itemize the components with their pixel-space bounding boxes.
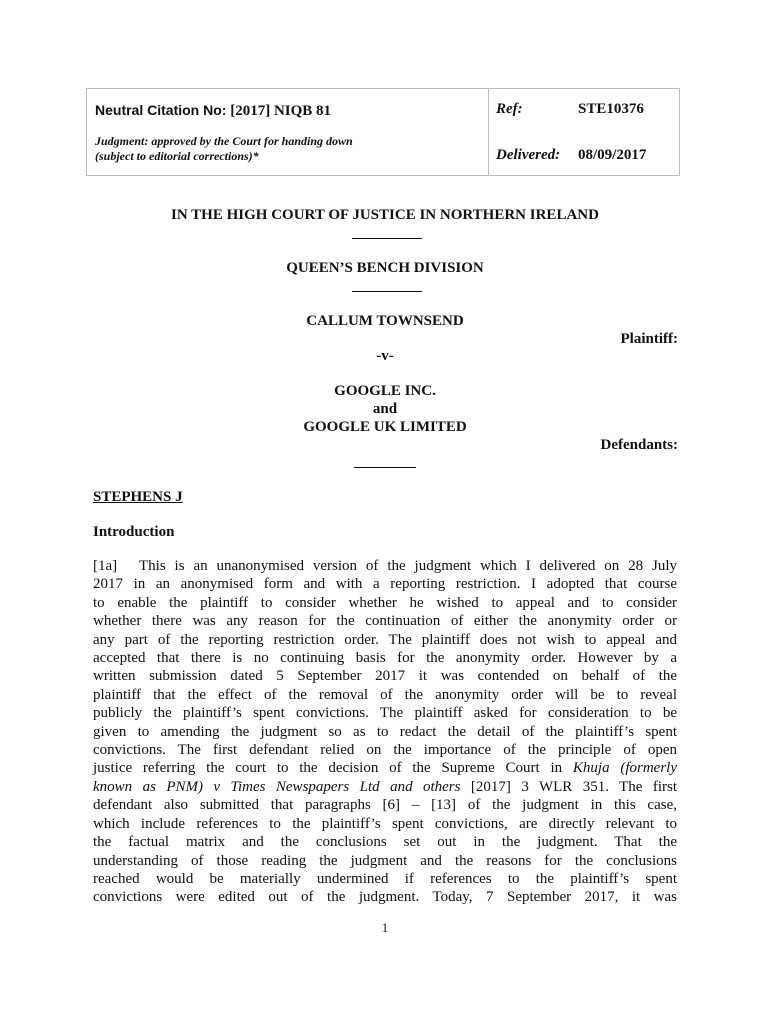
neutral-citation-value: [2017] NIQB 81 (230, 103, 332, 119)
division-title: QUEEN’S BENCH DIVISION (286, 260, 484, 276)
case-name: known as PNM) v Times Newspapers Ltd and others (93, 778, 461, 795)
delivered-value: 08/09/2017 (578, 147, 647, 163)
paragraph-line: accepted that there is no continuing basis for the anonymity order. However by a (93, 650, 677, 667)
paragraph-line: reached would be materially undermined if references to the plaintiff’s spent (93, 870, 677, 887)
divider-rule (354, 467, 416, 468)
paragraph-line: known as PNM) v Times Newspapers Ltd and others [2017] 3 WLR 351. The first (93, 778, 677, 795)
paragraph-line: plaintiff that the effect of the removal of the anonymity order will be to reveal (93, 686, 677, 703)
paragraph-line: understanding of those reading the judgment and the reasons for the conclusions (93, 852, 677, 869)
paragraph-line: defendant also submitted that paragraphs [6] – [13] of the judgment in this case, (93, 797, 677, 814)
divider-rule (352, 291, 422, 292)
paragraph-line: convictions. The first defendant relied on the importance of the principle of open (93, 742, 677, 759)
versus: -v- (376, 348, 394, 364)
plaintiff-name: CALLUM TOWNSEND (306, 313, 464, 329)
paragraph-line: justice referring the court to the decision of the Supreme Court in Khuja (formerly (93, 760, 677, 777)
paragraph-line: given to amending the judgment so as to redact the detail of the plaintiff’s spent (93, 723, 677, 740)
defendant-2-name: GOOGLE UK LIMITED (303, 419, 467, 435)
delivered-label: Delivered: (496, 147, 561, 163)
plaintiff-label: Plaintiff: (620, 331, 678, 347)
paragraph-line: which include references to the plaintiff’s spent convictions, are directly relevant to (93, 815, 677, 832)
court-title: IN THE HIGH COURT OF JUSTICE IN NORTHERN IRELAND (171, 207, 599, 223)
ref-label: Ref: (496, 101, 523, 117)
defendants-label: Defendants: (600, 437, 678, 453)
ref-value: STE10376 (578, 101, 644, 117)
paragraph-line: the factual matrix and the conclusions set out in the judgment. That the (93, 834, 677, 851)
citation-divider (488, 89, 489, 175)
paragraph-line: to enable the plaintiff to consider whether he wished to appeal and to consider (93, 594, 677, 611)
paragraph-line: whether there was any reason for the continuation of either the anonymity order or (93, 613, 677, 630)
judge-name: STEPHENS J (93, 489, 183, 505)
paragraph-line: 2017 in an anonymised form and with a reporting restriction. I adopted that course (93, 576, 677, 593)
defendant-1-name: GOOGLE INC. (334, 383, 436, 399)
paragraph-number: [1a] (93, 558, 118, 574)
paragraph-1a (93, 557, 677, 907)
paragraph-line: written submission dated 5 September 2017 it was contended on behalf of the (93, 668, 677, 685)
paragraph-line: publicly the plaintiff’s spent convictions. The plaintiff asked for consideration to be (93, 705, 677, 722)
approval-note (95, 134, 353, 164)
and-conjunction: and (372, 401, 398, 417)
approval-note-line1: Judgment: approved by the Court for handing down (95, 134, 353, 148)
page-number: 1 (381, 920, 389, 935)
case-name: Khuja (formerly (572, 760, 677, 777)
neutral-citation-label: Neutral Citation No: (95, 102, 227, 118)
divider-rule (352, 238, 422, 239)
paragraph-line: any part of the reporting restriction order. The plaintiff does not wish to appeal and (93, 631, 677, 648)
neutral-citation (95, 102, 331, 120)
section-heading: Introduction (93, 524, 175, 540)
paragraph-line: convictions were edited out of the judgment. Today, 7 September 2017, it was (93, 889, 677, 906)
approval-note-line2: (subject to editorial corrections)* (95, 149, 259, 163)
paragraph-line: [1a] This is an unanonymised version of the judgment which I delivered on 28 July (93, 558, 677, 574)
citation-box (86, 88, 680, 176)
